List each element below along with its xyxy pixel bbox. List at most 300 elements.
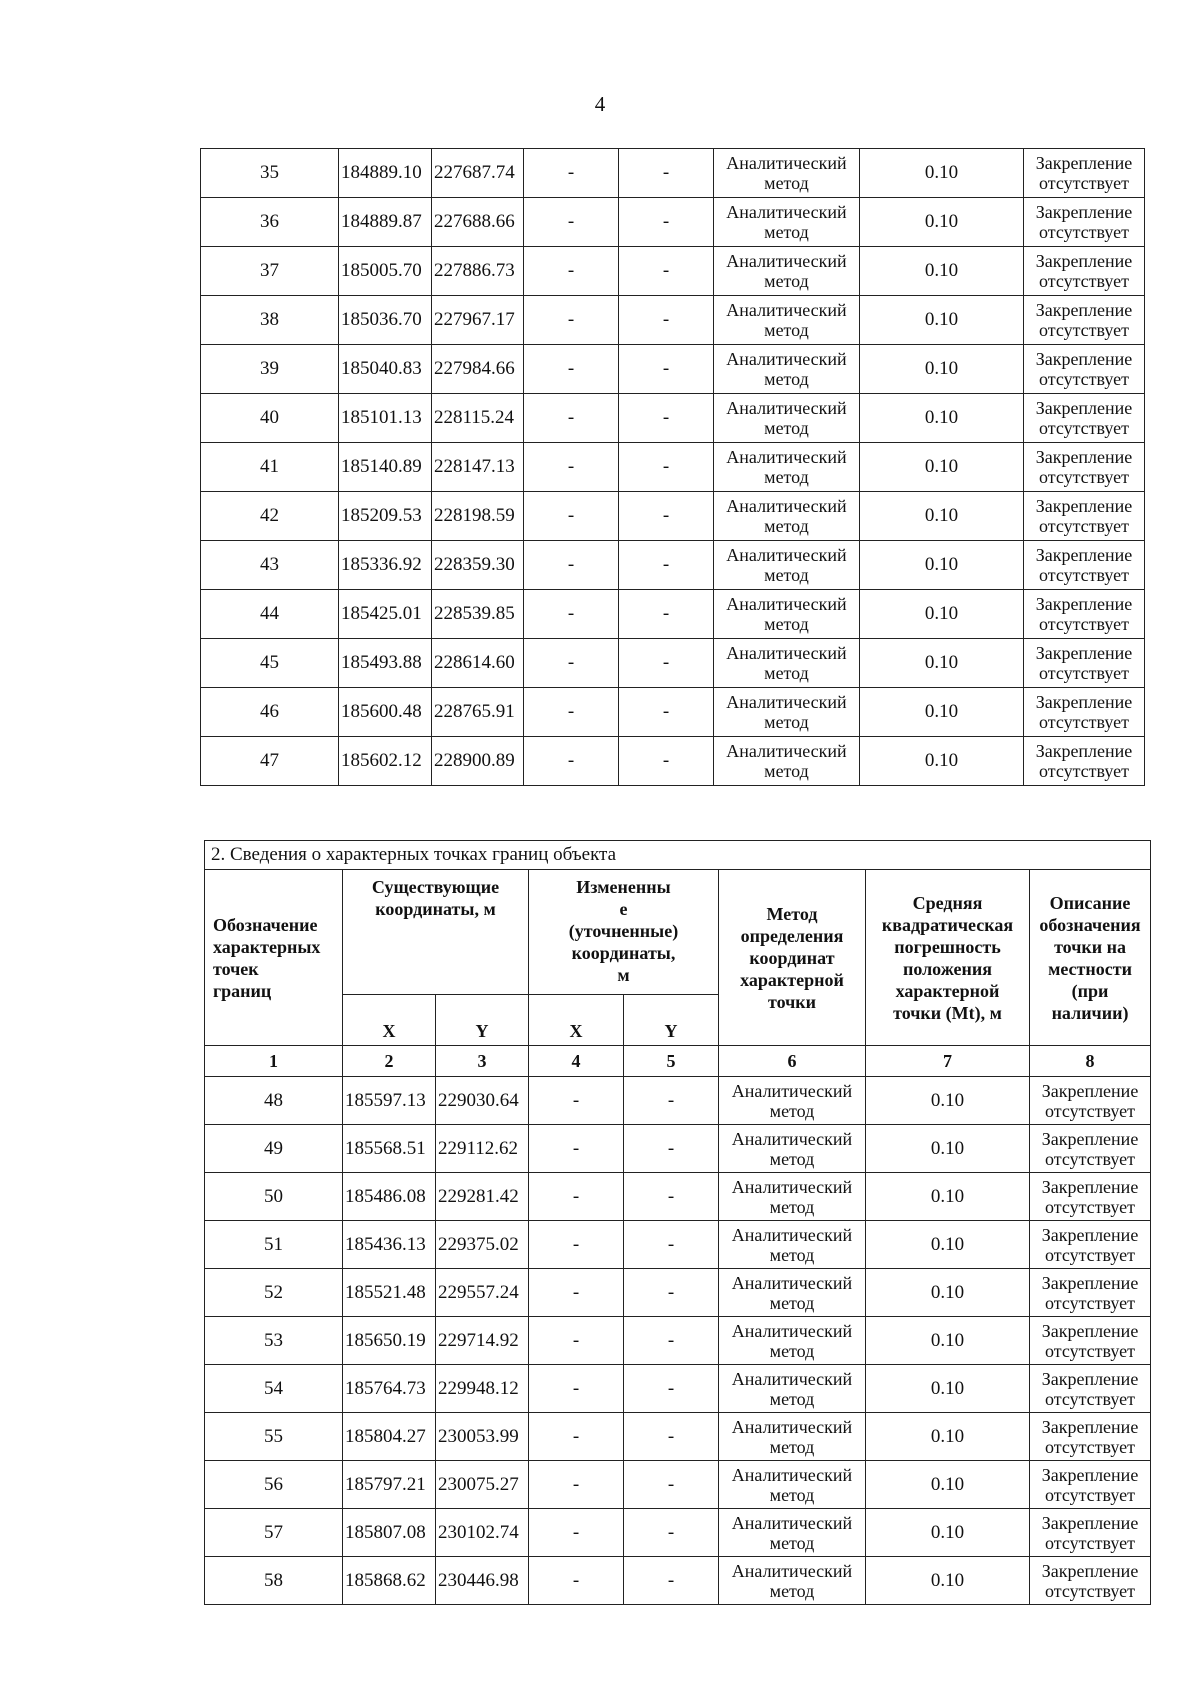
- point-number-cell: 49: [205, 1125, 343, 1173]
- existing-y-cell: 230446.98: [436, 1557, 529, 1605]
- mean-square-error-cell: 0.10: [860, 737, 1024, 786]
- cell-line: Закрепление: [1035, 545, 1133, 565]
- cell-line: отсутствует: [1038, 663, 1130, 683]
- cell-line: Средняя: [912, 892, 983, 913]
- header-designation: [205, 870, 343, 1046]
- cell-line: отсутствует: [1038, 614, 1130, 634]
- cell-line: Аналитический: [726, 300, 847, 320]
- cell-line: метод: [764, 369, 809, 389]
- mean-square-error-cell: 0.10: [860, 688, 1024, 737]
- cell-line: Аналитический: [726, 496, 847, 516]
- existing-x-cell: 185597.13: [343, 1077, 436, 1125]
- mean-square-error-cell: 0.10: [866, 1557, 1030, 1605]
- method-cell: [719, 1557, 866, 1605]
- cell-line: Измененны: [576, 877, 671, 897]
- changed-x-cell: -: [529, 1365, 624, 1413]
- cell-line: точки (Mt), м: [893, 1002, 1002, 1023]
- mean-square-error-cell: 0.10: [860, 590, 1024, 639]
- existing-x-cell: 185764.73: [343, 1365, 436, 1413]
- changed-x-cell: -: [529, 1077, 624, 1125]
- changed-y-cell: -: [619, 394, 714, 443]
- changed-y-cell: -: [624, 1365, 719, 1413]
- cell-line: отсутствует: [1038, 467, 1130, 487]
- existing-x-cell: 184889.10: [339, 149, 432, 198]
- point-description-cell: [1030, 1221, 1151, 1269]
- changed-y-cell: -: [619, 590, 714, 639]
- table-row: [201, 688, 1145, 737]
- cell-line: (при: [1071, 980, 1109, 1001]
- method-cell: [719, 1173, 866, 1221]
- cell-line: метод: [769, 1196, 815, 1217]
- mean-square-error-cell: 0.10: [860, 492, 1024, 541]
- cell-line: Закрепление: [1041, 1416, 1139, 1437]
- header-existing-y: Y: [436, 995, 529, 1046]
- cell-line: Закрепление: [1035, 300, 1133, 320]
- changed-x-cell: -: [524, 688, 619, 737]
- mean-square-error-cell: 0.10: [860, 541, 1024, 590]
- cell-line: метод: [764, 614, 809, 634]
- changed-y-cell: -: [624, 1125, 719, 1173]
- changed-y-cell: -: [624, 1509, 719, 1557]
- existing-x-cell: 185568.51: [343, 1125, 436, 1173]
- existing-x-cell: 185650.19: [343, 1317, 436, 1365]
- table-row: [205, 1125, 1151, 1173]
- mean-square-error-cell: 0.10: [866, 1269, 1030, 1317]
- column-number-row: [205, 1046, 1151, 1077]
- cell-line: отсутствует: [1038, 320, 1130, 340]
- existing-x-cell: 185209.53: [339, 492, 432, 541]
- mean-square-error-cell: 0.10: [860, 247, 1024, 296]
- cell-line: отсутствует: [1044, 1532, 1136, 1553]
- changed-x-cell: -: [524, 198, 619, 247]
- cell-line: Закрепление: [1041, 1368, 1139, 1389]
- existing-y-cell: 227984.66: [432, 345, 524, 394]
- point-description-cell: [1030, 1125, 1151, 1173]
- cell-line: точки: [767, 991, 817, 1012]
- existing-x-cell: 185804.27: [343, 1413, 436, 1461]
- cell-line: Закрепление: [1035, 692, 1133, 712]
- mean-square-error-cell: 0.10: [860, 149, 1024, 198]
- point-number-cell: 57: [205, 1509, 343, 1557]
- table-row: [201, 639, 1145, 688]
- cell-line: отсутствует: [1038, 418, 1130, 438]
- mean-square-error-cell: 0.10: [860, 394, 1024, 443]
- existing-y-cell: 227886.73: [432, 247, 524, 296]
- cell-line: отсутствует: [1044, 1148, 1136, 1169]
- cell-line: метод: [764, 712, 809, 732]
- cell-line: отсутствует: [1044, 1436, 1136, 1457]
- changed-y-cell: -: [624, 1173, 719, 1221]
- cell-line: отсутствует: [1044, 1484, 1136, 1505]
- changed-x-cell: -: [524, 394, 619, 443]
- cell-line: отсутствует: [1038, 173, 1130, 193]
- cell-line: метод: [764, 516, 809, 536]
- method-cell: [714, 688, 860, 737]
- method-cell: [719, 1221, 866, 1269]
- header-method: [719, 870, 866, 1046]
- cell-line: Аналитический: [726, 349, 847, 369]
- changed-x-cell: -: [524, 443, 619, 492]
- cell-line: определения: [740, 925, 844, 946]
- table-row: [205, 1461, 1151, 1509]
- cell-line: отсутствует: [1038, 712, 1130, 732]
- changed-x-cell: -: [524, 590, 619, 639]
- cell-line: отсутствует: [1044, 1388, 1136, 1409]
- existing-y-cell: 229375.02: [436, 1221, 529, 1269]
- existing-y-cell: 228765.91: [432, 688, 524, 737]
- point-description-cell: [1030, 1365, 1151, 1413]
- point-description-cell: [1024, 394, 1145, 443]
- column-number: 8: [1030, 1046, 1151, 1077]
- mean-square-error-cell: 0.10: [860, 639, 1024, 688]
- cell-line: Аналитический: [731, 1464, 853, 1485]
- cell-line: метод: [769, 1292, 815, 1313]
- point-number-cell: 58: [205, 1557, 343, 1605]
- boundary-points-table: [204, 840, 1151, 1605]
- point-description-cell: [1024, 247, 1145, 296]
- existing-x-cell: 185807.08: [343, 1509, 436, 1557]
- cell-line: отсутствует: [1038, 761, 1130, 781]
- point-description-cell: [1024, 443, 1145, 492]
- cell-line: метод: [764, 320, 809, 340]
- mean-square-error-cell: 0.10: [866, 1413, 1030, 1461]
- existing-y-cell: 228539.85: [432, 590, 524, 639]
- method-cell: [719, 1365, 866, 1413]
- point-description-cell: [1024, 737, 1145, 786]
- cell-line: Аналитический: [726, 643, 847, 663]
- table-row: [201, 541, 1145, 590]
- column-number: 6: [719, 1046, 866, 1077]
- cell-line: Закрепление: [1041, 1512, 1139, 1533]
- changed-y-cell: -: [624, 1557, 719, 1605]
- method-cell: [719, 1125, 866, 1173]
- existing-y-cell: 229948.12: [436, 1365, 529, 1413]
- point-description-cell: [1030, 1173, 1151, 1221]
- changed-x-cell: -: [529, 1509, 624, 1557]
- cell-line: Закрепление: [1035, 496, 1133, 516]
- method-cell: [714, 198, 860, 247]
- cell-line: Аналитический: [731, 1224, 853, 1245]
- column-number: 7: [866, 1046, 1030, 1077]
- point-description-cell: [1024, 639, 1145, 688]
- table-row: [201, 149, 1145, 198]
- column-number: 2: [343, 1046, 436, 1077]
- existing-y-cell: 230075.27: [436, 1461, 529, 1509]
- table-row: [201, 443, 1145, 492]
- point-number-cell: 35: [201, 149, 339, 198]
- point-number-cell: 47: [201, 737, 339, 786]
- cell-line: метод: [764, 271, 809, 291]
- table-row: [201, 296, 1145, 345]
- column-number: 4: [529, 1046, 624, 1077]
- changed-y-cell: -: [619, 737, 714, 786]
- point-number-cell: 40: [201, 394, 339, 443]
- cell-line: метод: [764, 663, 809, 683]
- existing-y-cell: 227688.66: [432, 198, 524, 247]
- mean-square-error-cell: 0.10: [866, 1461, 1030, 1509]
- changed-y-cell: -: [624, 1269, 719, 1317]
- changed-y-cell: -: [619, 247, 714, 296]
- method-cell: [714, 590, 860, 639]
- cell-line: Аналитический: [731, 1368, 853, 1389]
- existing-x-cell: 184889.87: [339, 198, 432, 247]
- cell-line: координаты, м: [375, 899, 496, 919]
- table-row: [201, 590, 1145, 639]
- point-number-cell: 51: [205, 1221, 343, 1269]
- cell-line: Закрепление: [1041, 1272, 1139, 1293]
- point-description-cell: [1024, 541, 1145, 590]
- point-number-cell: 53: [205, 1317, 343, 1365]
- method-cell: [714, 541, 860, 590]
- point-number-cell: 41: [201, 443, 339, 492]
- table-row: [201, 394, 1145, 443]
- changed-y-cell: -: [619, 639, 714, 688]
- changed-x-cell: -: [529, 1221, 624, 1269]
- cell-line: характерной: [895, 980, 1000, 1001]
- changed-y-cell: -: [619, 198, 714, 247]
- cell-line: Аналитический: [731, 1512, 853, 1533]
- point-number-cell: 54: [205, 1365, 343, 1413]
- cell-line: Аналитический: [731, 1080, 853, 1101]
- existing-x-cell: 185868.62: [343, 1557, 436, 1605]
- point-number-cell: 36: [201, 198, 339, 247]
- existing-y-cell: 229112.62: [436, 1125, 529, 1173]
- cell-line: Закрепление: [1041, 1176, 1139, 1197]
- cell-line: метод: [769, 1436, 815, 1457]
- point-description-cell: [1030, 1557, 1151, 1605]
- point-description-cell: [1024, 492, 1145, 541]
- existing-x-cell: 185521.48: [343, 1269, 436, 1317]
- point-description-cell: [1024, 590, 1145, 639]
- method-cell: [714, 247, 860, 296]
- cell-line: метод: [764, 565, 809, 585]
- cell-line: (уточненные): [568, 921, 679, 941]
- method-cell: [714, 296, 860, 345]
- cell-line: характерной: [740, 969, 844, 990]
- table-row: [205, 1365, 1151, 1413]
- table-row: [201, 737, 1145, 786]
- changed-x-cell: -: [529, 1461, 624, 1509]
- cell-line: Существующие: [371, 877, 500, 897]
- changed-y-cell: -: [619, 492, 714, 541]
- method-cell: [719, 1413, 866, 1461]
- mean-square-error-cell: 0.10: [866, 1077, 1030, 1125]
- cell-line: Аналитический: [731, 1416, 853, 1437]
- cell-line: Закрепление: [1035, 741, 1133, 761]
- existing-y-cell: 228614.60: [432, 639, 524, 688]
- changed-x-cell: -: [529, 1125, 624, 1173]
- existing-y-cell: 229714.92: [436, 1317, 529, 1365]
- point-number-cell: 50: [205, 1173, 343, 1221]
- point-description-cell: [1030, 1317, 1151, 1365]
- cell-line: отсутствует: [1038, 516, 1130, 536]
- changed-x-cell: -: [529, 1269, 624, 1317]
- existing-x-cell: 185486.08: [343, 1173, 436, 1221]
- table-row: [205, 1173, 1151, 1221]
- cell-line: Закрепление: [1041, 1464, 1139, 1485]
- changed-y-cell: -: [624, 1461, 719, 1509]
- changed-x-cell: -: [524, 639, 619, 688]
- cell-line: отсутствует: [1044, 1244, 1136, 1265]
- cell-line: метод: [764, 418, 809, 438]
- point-description-cell: [1030, 1461, 1151, 1509]
- cell-line: метод: [769, 1580, 815, 1601]
- existing-x-cell: 185036.70: [339, 296, 432, 345]
- cell-line: Закрепление: [1041, 1224, 1139, 1245]
- mean-square-error-cell: 0.10: [860, 296, 1024, 345]
- cell-line: местности: [1048, 958, 1132, 979]
- cell-line: Аналитический: [731, 1560, 853, 1581]
- point-description-cell: [1024, 198, 1145, 247]
- cell-line: отсутствует: [1038, 565, 1130, 585]
- header-existing-x: X: [343, 995, 436, 1046]
- point-description-cell: [1024, 296, 1145, 345]
- cell-line: отсутствует: [1044, 1580, 1136, 1601]
- changed-x-cell: -: [529, 1413, 624, 1461]
- point-number-cell: 43: [201, 541, 339, 590]
- cell-line: отсутствует: [1044, 1196, 1136, 1217]
- method-cell: [719, 1317, 866, 1365]
- changed-y-cell: -: [624, 1077, 719, 1125]
- changed-x-cell: -: [524, 541, 619, 590]
- cell-line: Аналитический: [726, 202, 847, 222]
- existing-x-cell: 185140.89: [339, 443, 432, 492]
- point-number-cell: 39: [201, 345, 339, 394]
- existing-y-cell: 228359.30: [432, 541, 524, 590]
- existing-x-cell: 185425.01: [339, 590, 432, 639]
- cell-line: Аналитический: [731, 1320, 853, 1341]
- existing-x-cell: 185436.13: [343, 1221, 436, 1269]
- cell-line: е: [619, 899, 628, 919]
- cell-line: Закрепление: [1035, 251, 1133, 271]
- cell-line: Закрепление: [1035, 349, 1133, 369]
- mean-square-error-cell: 0.10: [860, 345, 1024, 394]
- method-cell: [714, 394, 860, 443]
- table-row: [205, 1221, 1151, 1269]
- table-row: [205, 1509, 1151, 1557]
- mean-square-error-cell: 0.10: [866, 1509, 1030, 1557]
- existing-y-cell: 230102.74: [436, 1509, 529, 1557]
- existing-x-cell: 185040.83: [339, 345, 432, 394]
- point-number-cell: 42: [201, 492, 339, 541]
- existing-x-cell: 185493.88: [339, 639, 432, 688]
- method-cell: [714, 639, 860, 688]
- cell-line: Аналитический: [726, 251, 847, 271]
- mean-square-error-cell: 0.10: [860, 198, 1024, 247]
- existing-y-cell: 228115.24: [432, 394, 524, 443]
- changed-x-cell: -: [524, 149, 619, 198]
- cell-line: Аналитический: [726, 447, 847, 467]
- point-description-cell: [1024, 149, 1145, 198]
- point-number-cell: 45: [201, 639, 339, 688]
- header-point-description: [1030, 870, 1151, 1046]
- cell-line: наличии): [1051, 1002, 1129, 1023]
- cell-line: точки на: [1054, 936, 1126, 957]
- cell-line: отсутствует: [1038, 222, 1130, 242]
- cell-line: Закрепление: [1035, 398, 1133, 418]
- mean-square-error-cell: 0.10: [866, 1173, 1030, 1221]
- cell-line: Обозначение: [213, 914, 318, 935]
- existing-y-cell: 228198.59: [432, 492, 524, 541]
- method-cell: [719, 1269, 866, 1317]
- cell-line: метод: [764, 761, 809, 781]
- table-row: [201, 492, 1145, 541]
- existing-y-cell: 229030.64: [436, 1077, 529, 1125]
- section-title: 2. Сведения о характерных точках границ объекта: [205, 841, 1151, 870]
- changed-y-cell: -: [619, 541, 714, 590]
- cell-line: погрешность: [894, 936, 1001, 957]
- cell-line: метод: [769, 1100, 815, 1121]
- point-number-cell: 48: [205, 1077, 343, 1125]
- changed-y-cell: -: [619, 149, 714, 198]
- coordinates-table-continued: [200, 148, 1145, 786]
- point-number-cell: 46: [201, 688, 339, 737]
- cell-line: Аналитический: [731, 1176, 853, 1197]
- existing-y-cell: 228900.89: [432, 737, 524, 786]
- table-row: [205, 1413, 1151, 1461]
- page-number: 4: [594, 92, 606, 116]
- cell-line: Закрепление: [1035, 643, 1133, 663]
- point-description-cell: [1030, 1509, 1151, 1557]
- header-mean-square-error: [866, 870, 1030, 1046]
- cell-line: границ: [213, 980, 272, 1001]
- method-cell: [714, 345, 860, 394]
- cell-line: метод: [764, 467, 809, 487]
- changed-y-cell: -: [619, 345, 714, 394]
- cell-line: обозначения: [1039, 914, 1141, 935]
- method-cell: [719, 1509, 866, 1557]
- cell-line: квадратическая: [881, 914, 1014, 935]
- point-description-cell: [1024, 345, 1145, 394]
- mean-square-error-cell: 0.10: [866, 1365, 1030, 1413]
- changed-x-cell: -: [524, 296, 619, 345]
- cell-line: метод: [764, 222, 809, 242]
- changed-y-cell: -: [619, 296, 714, 345]
- section-title-row: [205, 841, 1151, 870]
- cell-line: характерных: [213, 936, 321, 957]
- column-number: 5: [624, 1046, 719, 1077]
- point-description-cell: [1030, 1413, 1151, 1461]
- cell-line: Закрепление: [1035, 447, 1133, 467]
- cell-line: отсутствует: [1044, 1100, 1136, 1121]
- cell-line: Закрепление: [1041, 1128, 1139, 1149]
- table-row: [205, 1317, 1151, 1365]
- existing-x-cell: 185797.21: [343, 1461, 436, 1509]
- existing-y-cell: 227687.74: [432, 149, 524, 198]
- header-changed-coordinates: [529, 870, 719, 995]
- cell-line: Аналитический: [726, 398, 847, 418]
- method-cell: [714, 492, 860, 541]
- point-description-cell: [1030, 1077, 1151, 1125]
- column-number: 3: [436, 1046, 529, 1077]
- cell-line: Аналитический: [731, 1272, 853, 1293]
- cell-line: метод: [769, 1244, 815, 1265]
- point-number-cell: 52: [205, 1269, 343, 1317]
- cell-line: метод: [769, 1148, 815, 1169]
- header-changed-x: X: [529, 995, 624, 1046]
- table-row: [205, 1077, 1151, 1125]
- cell-line: метод: [769, 1532, 815, 1553]
- table-row: [205, 1269, 1151, 1317]
- point-description-cell: [1024, 688, 1145, 737]
- method-cell: [714, 443, 860, 492]
- cell-line: отсутствует: [1038, 369, 1130, 389]
- point-number-cell: 38: [201, 296, 339, 345]
- method-cell: [719, 1077, 866, 1125]
- changed-x-cell: -: [524, 345, 619, 394]
- cell-line: метод: [769, 1340, 815, 1361]
- changed-x-cell: -: [524, 492, 619, 541]
